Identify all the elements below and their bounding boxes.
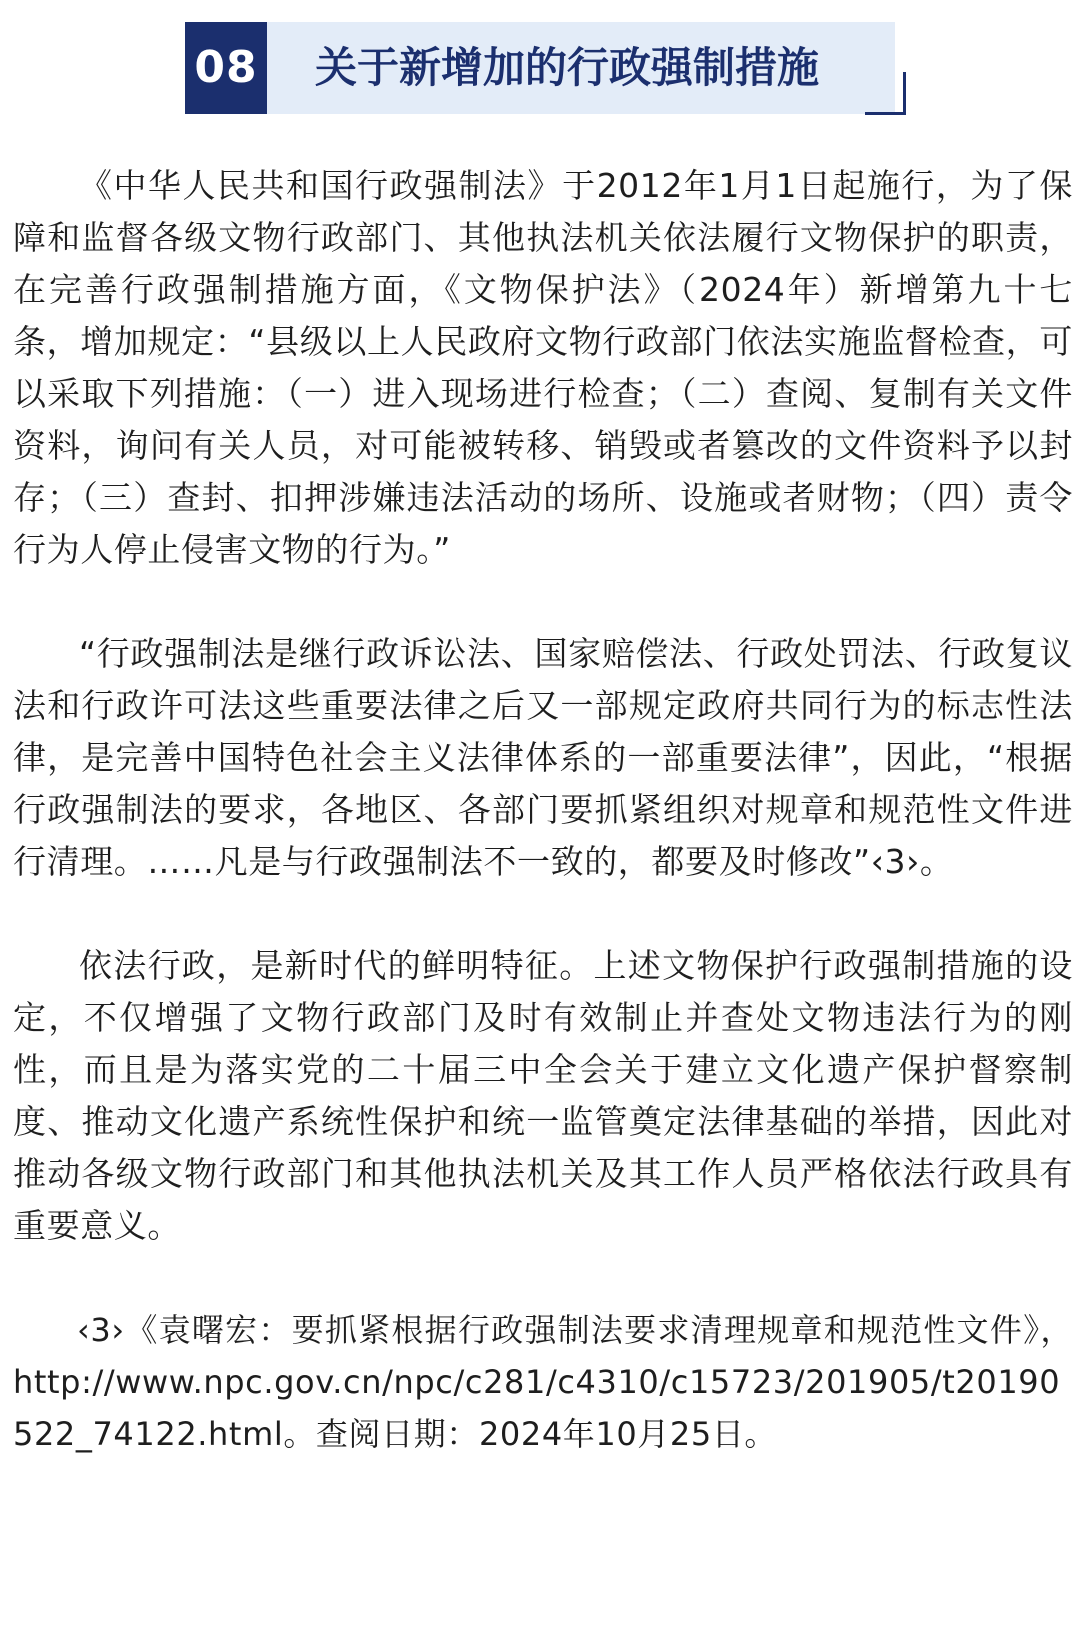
- paragraph-3: 依法行政，是新时代的鲜明特征。上述文物保护行政强制措施的设定，不仅增强了文物行政部门及时有效制止并查处文物违法行为的刚性，而且是为落实党的二十届三中全会关于建立文化遗产保护督察制度、推动文化遗产系统性保护和统一监管奠定法律基础的举措，因此对推动各级文物行政部门和其他执法机关及其工作人员严格依法行政具有重要意义。: [13, 946, 1073, 1245]
- section-title: 关于新增加的行政强制措施: [315, 43, 820, 92]
- corner-bracket-vertical: [903, 72, 906, 114]
- article-body: [13, 160, 1073, 1512]
- paragraph-2: “行政强制法是继行政诉讼法、国家赔偿法、行政处罚法、行政复议法和行政许可法这些重要法律之后又一部规定政府共同行为的标志性法律，是完善中国特色社会主义法律体系的一部重要法律”，因此，“根据行政强制法的要求，各地区、各部门要抓紧组织对规章和规范性文件进行清理。……凡是与行政强制法不一致的，都要及时修改”‹3›。: [13, 634, 1073, 881]
- footnote: ‹3›《袁曙宏：要抓紧根据行政强制法要求清理规章和规范性文件》，http://www.npc.gov.cn/npc/c281/c4310/c15723/201905/t20190522_74122.html。查阅日期：2024年10月25日。: [13, 1311, 1073, 1453]
- corner-bracket-horizontal: [865, 112, 906, 115]
- paragraph-1: 《中华人民共和国行政强制法》于2012年1月1日起施行，为了保障和监督各级文物行政部门、其他执法机关依法履行文物保护的职责，在完善行政强制措施方面，《文物保护法》（2024年）新增第九十七条，增加规定：“县级以上人民政府文物行政部门依法实施监督检查，可以采取下列措施：（一）进入现场进行检查；（二）查阅、复制有关文件资料，询问有关人员，对可能被转移、销毁或者篡改的文件资料予以封存；（三）查封、扣押涉嫌违法活动的场所、设施或者财物；（四）责令行为人停止侵害文物的行为。”: [13, 166, 1073, 569]
- section-number-badge: 08: [185, 22, 267, 114]
- section-header: [185, 22, 905, 115]
